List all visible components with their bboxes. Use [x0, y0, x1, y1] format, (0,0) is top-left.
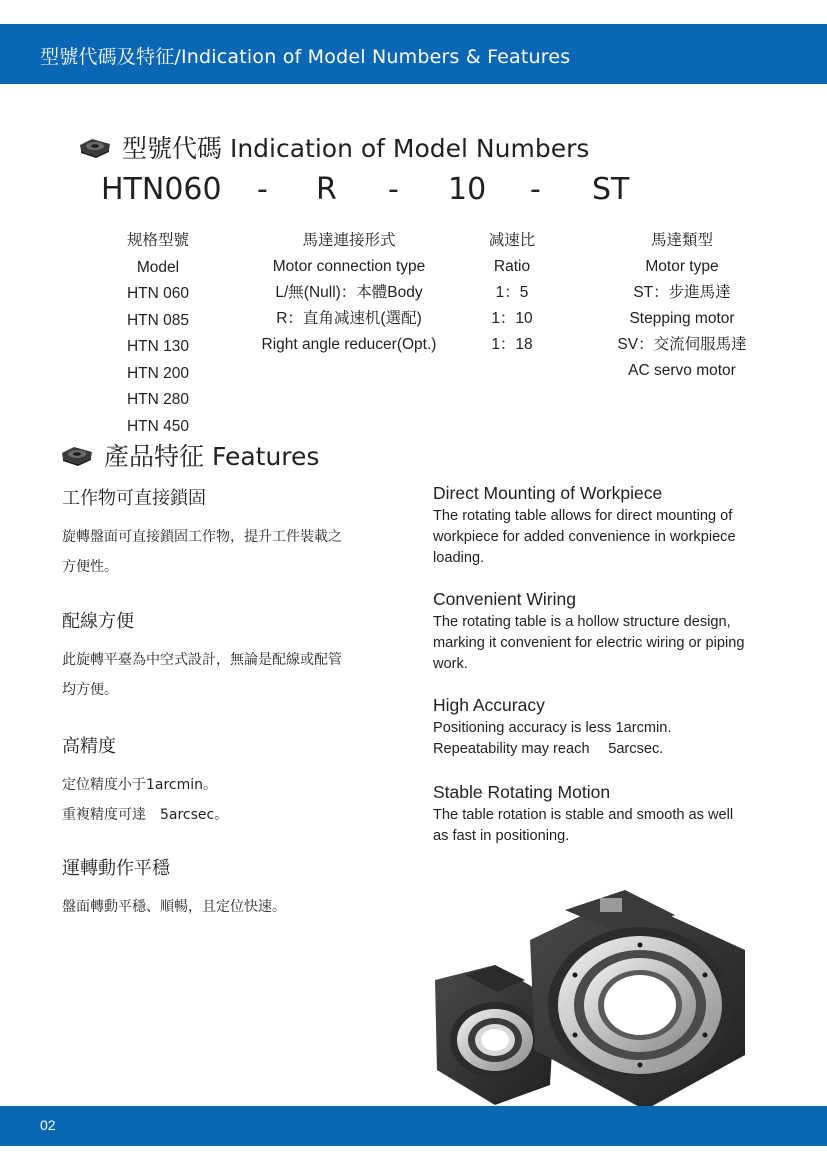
- motor-item: SV：交流伺服馬達: [617, 336, 747, 353]
- motor-item: AC servo motor: [628, 362, 736, 379]
- model-code-dash-2: -: [388, 172, 399, 207]
- motor-type-column: [597, 228, 767, 384]
- header-bar: [0, 24, 827, 84]
- spec-header-en: Model: [136, 258, 180, 276]
- connection-item: R：直角减速机(選配): [276, 310, 422, 327]
- features-heading-text: 產品特征 Features: [104, 442, 320, 471]
- product-photo: [425, 880, 765, 1115]
- page-header-title: 型號代碼及特征/Indication of Model Numbers & Features: [40, 46, 571, 68]
- feature-cn-line: 重複精度可達 5arcsec。: [62, 807, 229, 823]
- model-numbers-heading: [78, 129, 589, 165]
- feature-cn-line: 旋轉盤面可直接鎖固工作物，提升工件裝載之: [62, 529, 342, 545]
- feature-cn-title: 工作物可直接鎖固: [62, 488, 206, 509]
- feature-en-line: as fast in positioning.: [433, 828, 570, 844]
- feature-en-title: Direct Mounting of Workpiece: [433, 483, 663, 503]
- feature-en-line: loading.: [433, 550, 485, 566]
- model-numbers-heading-text: 型號代碼 Indication of Model Numbers: [122, 134, 590, 163]
- model-code-part-4: ST: [592, 172, 630, 207]
- rotary-table-icon: [60, 444, 94, 466]
- feature-en-block: [433, 589, 778, 675]
- spec-item: HTN 200: [126, 364, 190, 382]
- connection-header-cn: 馬達連接形式: [302, 232, 396, 249]
- feature-en-line: The rotating table is a hollow structure design,: [433, 614, 731, 630]
- feature-cn-block: [62, 484, 407, 582]
- feature-cn-title: 運轉動作平穩: [62, 858, 170, 879]
- feature-en-block: [433, 782, 778, 847]
- feature-cn-line: 方便性。: [62, 559, 118, 575]
- spec-item: HTN 450: [126, 417, 190, 435]
- spec-header-cn: 规格型號: [126, 232, 189, 249]
- model-code-part-2: R: [316, 172, 337, 207]
- connection-header-en: Motor connection type: [272, 258, 426, 275]
- ratio-column: [472, 228, 552, 358]
- page-number: 02: [40, 1117, 56, 1133]
- model-code-part-3: 10: [448, 172, 487, 207]
- rotary-table-icon: [78, 136, 112, 158]
- feature-cn-title: 配線方便: [62, 611, 134, 632]
- connection-item: L/無(Null)：本體Body: [275, 284, 423, 301]
- motor-item: ST：步進馬達: [633, 284, 731, 301]
- footer-bar: [0, 1106, 827, 1146]
- feature-en-line: work.: [433, 656, 468, 672]
- feature-cn-block: [62, 732, 407, 830]
- ratio-item: 1：18: [491, 336, 533, 353]
- feature-en-title: High Accuracy: [433, 695, 545, 715]
- ratio-header-en: Ratio: [493, 258, 531, 275]
- motor-header-cn: 馬達類型: [650, 232, 713, 249]
- feature-cn-line: 此旋轉平臺為中空式設計，無論是配線或配管: [62, 652, 342, 668]
- feature-en-line: Repeatability may reach 5arcsec.: [433, 741, 664, 757]
- feature-en-line: marking it convenient for electric wiring or piping: [433, 635, 745, 651]
- feature-cn-line: 定位精度小于1arcmin。: [62, 777, 218, 793]
- feature-en-line: The table rotation is stable and smooth as well: [433, 807, 734, 823]
- model-code-part-1: HTN060: [101, 172, 222, 207]
- feature-cn-block: [62, 607, 407, 705]
- feature-cn-line: 盤面轉動平穩、順暢，且定位快速。: [62, 899, 286, 915]
- feature-en-line: Positioning accuracy is less 1arcmin.: [433, 720, 672, 736]
- model-code-dash-3: -: [530, 172, 541, 207]
- feature-cn-line: 均方便。: [62, 682, 118, 698]
- feature-en-block: [433, 695, 778, 760]
- model-code-dash-1: -: [257, 172, 268, 207]
- motor-header-en: Motor type: [645, 258, 719, 275]
- connection-item: Right angle reducer(Opt.): [261, 336, 437, 353]
- feature-en-line: The rotating table allows for direct mounting of: [433, 508, 733, 524]
- spec-item: HTN 280: [126, 391, 190, 408]
- feature-cn-block: [62, 854, 407, 922]
- feature-en-block: [433, 483, 778, 569]
- feature-en-title: Convenient Wiring: [433, 589, 576, 609]
- ratio-item: 1：10: [491, 310, 533, 327]
- spec-item: HTN 130: [126, 338, 190, 355]
- spec-item: HTN 085: [126, 311, 190, 329]
- feature-cn-title: 高精度: [62, 736, 116, 757]
- ratio-item: 1：5: [495, 284, 529, 301]
- spec-item: HTN 060: [126, 285, 190, 302]
- model-spec-column: [108, 228, 208, 440]
- features-heading: [60, 437, 319, 473]
- large-rotary-table: [530, 890, 745, 1110]
- connection-type-column: [244, 228, 454, 358]
- ratio-header-cn: 减速比: [488, 232, 536, 249]
- feature-en-line: workpiece for added convenience in workpiece: [433, 529, 736, 545]
- feature-en-title: Stable Rotating Motion: [433, 782, 611, 802]
- motor-item: Stepping motor: [629, 310, 735, 327]
